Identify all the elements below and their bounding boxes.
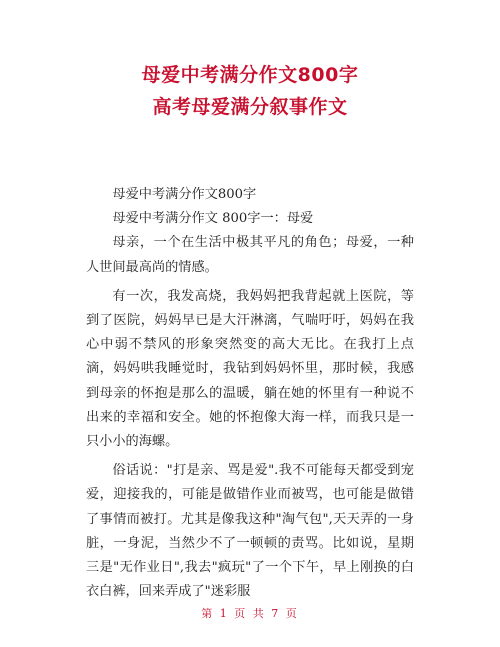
document-body [86,183,414,604]
paragraph: 有一次，我发高烧，我妈妈把我背起就上医院，等到了医院，妈妈早已是大汗淋漓，气喘吁吁，妈妈在我心中弱不禁风的形象突然变的高大无比。在我打上点滴，妈妈哄我睡觉时，我钻到妈妈怀里，那时候，我感到母亲的怀抱是那么的温暖，躺在她的怀里有一种说不出来的幸福和安全。她的怀抱像大海一样，而我只是一只小小的海螺。 [86,288,414,450]
page-number: 第 1 页 共 7 页 [201,607,299,620]
paragraph-heading: 母爱中考满分作文800字 [112,187,257,202]
document-subtitle: 高考母爱满分叙事作文 [152,96,348,118]
paragraph-subheading: 母爱中考满分作文 800字一：母爱 [112,211,314,227]
document-title: 母爱中考满分作文800字 [141,64,359,86]
paragraph: 母亲，一个在生活中极其平凡的角色；母爱，一种人世间最高尚的情感。 [86,235,414,275]
paragraph: 俗话说："打是亲、骂是爱".我不可能每天都受到宠爱，迎接我的，可能是做错作业而被骂，也可能是做错了事情而被打。尤其是像我这种"淘气包",天天弄的一身脏，一身泥，当然少不了一顿顿的责骂。比如说，星期三是"无作业日",我去"疯玩"了一个下午，早上刚换的白衣白裤，回来弄成了"迷彩服 [86,463,414,600]
